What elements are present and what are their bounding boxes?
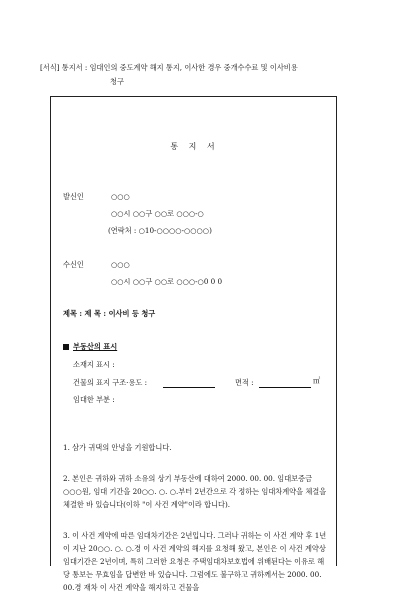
square-bullet-icon [63,344,69,350]
paragraph-2: 2. 본인은 귀하와 귀하 소유의 상기 부동산에 대하여 2000. 00. 00. 임대보증금 ○○○원, 임대 기간을 20○○. ○. ○.부터 2년간으로 각 정하는 임대차계약을 체결을 체결한 바 있습니다(이하 "이 사건 계약"이라 합니다). [63,474,327,509]
subject-line: 제목 : 제 목 : 이사비 등 청구 [63,309,156,318]
form-heading [40,61,380,89]
area-blank-line [259,379,311,388]
document-title: 통 지 서 [170,142,219,151]
property-location-label: 소재지 표시 : [73,360,115,369]
form-tag: [서식] [40,63,60,72]
paragraph-1: 1. 삼가 귀댁의 안녕을 기원합니다. [63,443,172,452]
property-header: 부동산의 표시 [63,342,117,352]
property-area-unit: ㎡ [313,376,321,385]
sender-label: 발신인 [63,192,84,201]
recipient-name: ○○○ [111,260,130,269]
property-rented-label: 임대한 부분 : [73,395,115,404]
form-heading-line1: 통지서 : 임대인의 중도계약 해지 통지, 이사한 경우 중개수수료 및 이사비용 [61,63,298,72]
notice-document [50,96,337,592]
building-blank-line [163,379,215,388]
property-building-label: 건물의 표지 구조·용도 : [73,378,148,387]
paragraph-3: 3. 이 사건 계약에 따른 임대차기간은 2년입니다. 그러나 귀하는 이 사건 계약 후 1년이 지난 20○○. ○. ○.경 이 사건 계약의 해지를 요청해 왔고, 본인은 이 사건 계약상 임대기간은 2년이며, 특히 그러한 요청은 주택임대차보호법에 위배된다는 이유로 해당 통보는 무효임을 답변한 바 있습니다. 그럼에도 불구하고 귀하께서는 2000. 00. 00.경 재차 이 사건 계약을 해지하고 건물을 [63,531,327,592]
sender-address: ○○시 ○○구 ○○로 ○○○-○ [111,209,204,218]
property-area-label: 면적 : [235,378,254,387]
recipient-label: 수신인 [63,260,84,269]
recipient-address: ○○시 ○○구 ○○로 ○○○-○0 0 0 [111,277,223,286]
sender-name: ○○○ [111,192,130,201]
sender-contact: (연락처 : ○10-○○○○-○○○○) [108,226,212,235]
form-heading-line2: 청구 [110,77,124,86]
